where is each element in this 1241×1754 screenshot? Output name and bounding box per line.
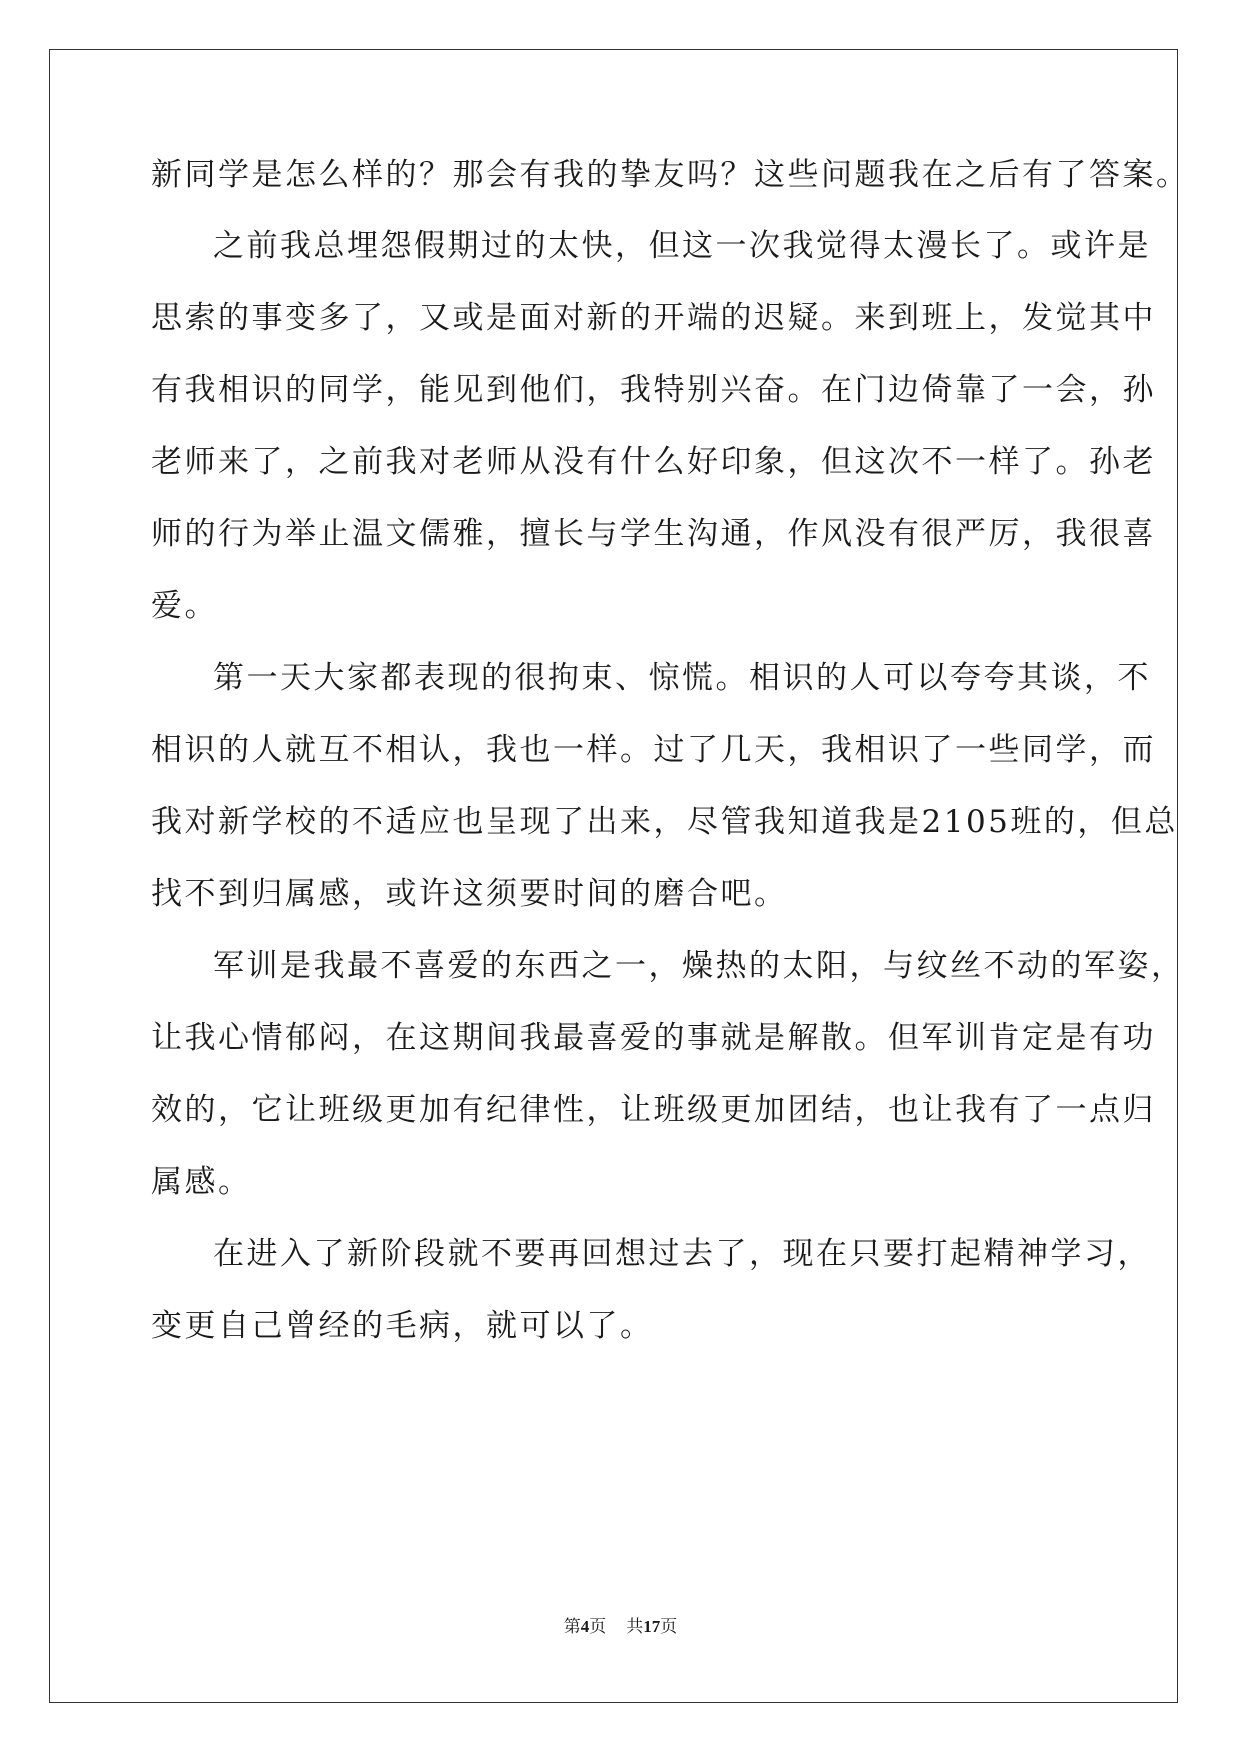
text-line: 效的，它让班级更加有纪律性，让班级更加团结，也让我有了一点归	[151, 1092, 1156, 1128]
total-prefix: 共	[626, 1617, 644, 1636]
text-line: 爱。	[151, 588, 218, 624]
total-pages: 17	[643, 1617, 661, 1636]
paragraph-start-line: 在进入了新阶段就不要再回想过去了，现在只要打起精神学习，	[213, 1236, 1151, 1272]
text-line: 老师来了，之前我对老师从没有什么好印象，但这次不一样了。孙老	[151, 444, 1156, 480]
paragraph-start-line: 之前我总埋怨假期过的太快，但这一次我觉得太漫长了。或许是	[213, 228, 1151, 264]
text-line: 师的行为举止温文儒雅，擅长与学生沟通，作风没有很严厉，我很喜	[151, 516, 1156, 552]
text-line: 找不到归属感，或许这须要时间的磨合吧。	[151, 876, 788, 912]
text-line: 我对新学校的不适应也呈现了出来，尽管我知道我是2105班的，但总	[151, 804, 1178, 840]
text-line: 有我相识的同学，能见到他们，我特别兴奋。在门边倚靠了一会，孙	[151, 372, 1156, 408]
text-line: 新同学是怎么样的？那会有我的挚友吗？这些问题我在之后有了答案。	[151, 157, 1190, 193]
text-line: 属感。	[151, 1164, 252, 1200]
text-line: 变更自己曾经的毛病，就可以了。	[151, 1308, 654, 1344]
text-line: 思索的事变多了，又或是面对新的开端的迟疑。来到班上，发觉其中	[151, 300, 1156, 336]
page-suffix: 页	[589, 1617, 607, 1636]
page-number: 4	[580, 1617, 590, 1636]
page-prefix: 第	[563, 1617, 581, 1636]
paragraph-start-line: 军训是我最不喜爱的东西之一，燥热的太阳，与纹丝不动的军姿，	[213, 948, 1185, 984]
page-footer	[0, 1616, 1241, 1638]
total-suffix: 页	[660, 1617, 678, 1636]
text-line: 让我心情郁闷，在这期间我最喜爱的事就是解散。但军训肯定是有功	[151, 1020, 1156, 1056]
text-line: 相识的人就互不相认，我也一样。过了几天，我相识了一些同学，而	[151, 732, 1156, 768]
paragraph-start-line: 第一天大家都表现的很拘束、惊慌。相识的人可以夸夸其谈，不	[213, 660, 1151, 696]
